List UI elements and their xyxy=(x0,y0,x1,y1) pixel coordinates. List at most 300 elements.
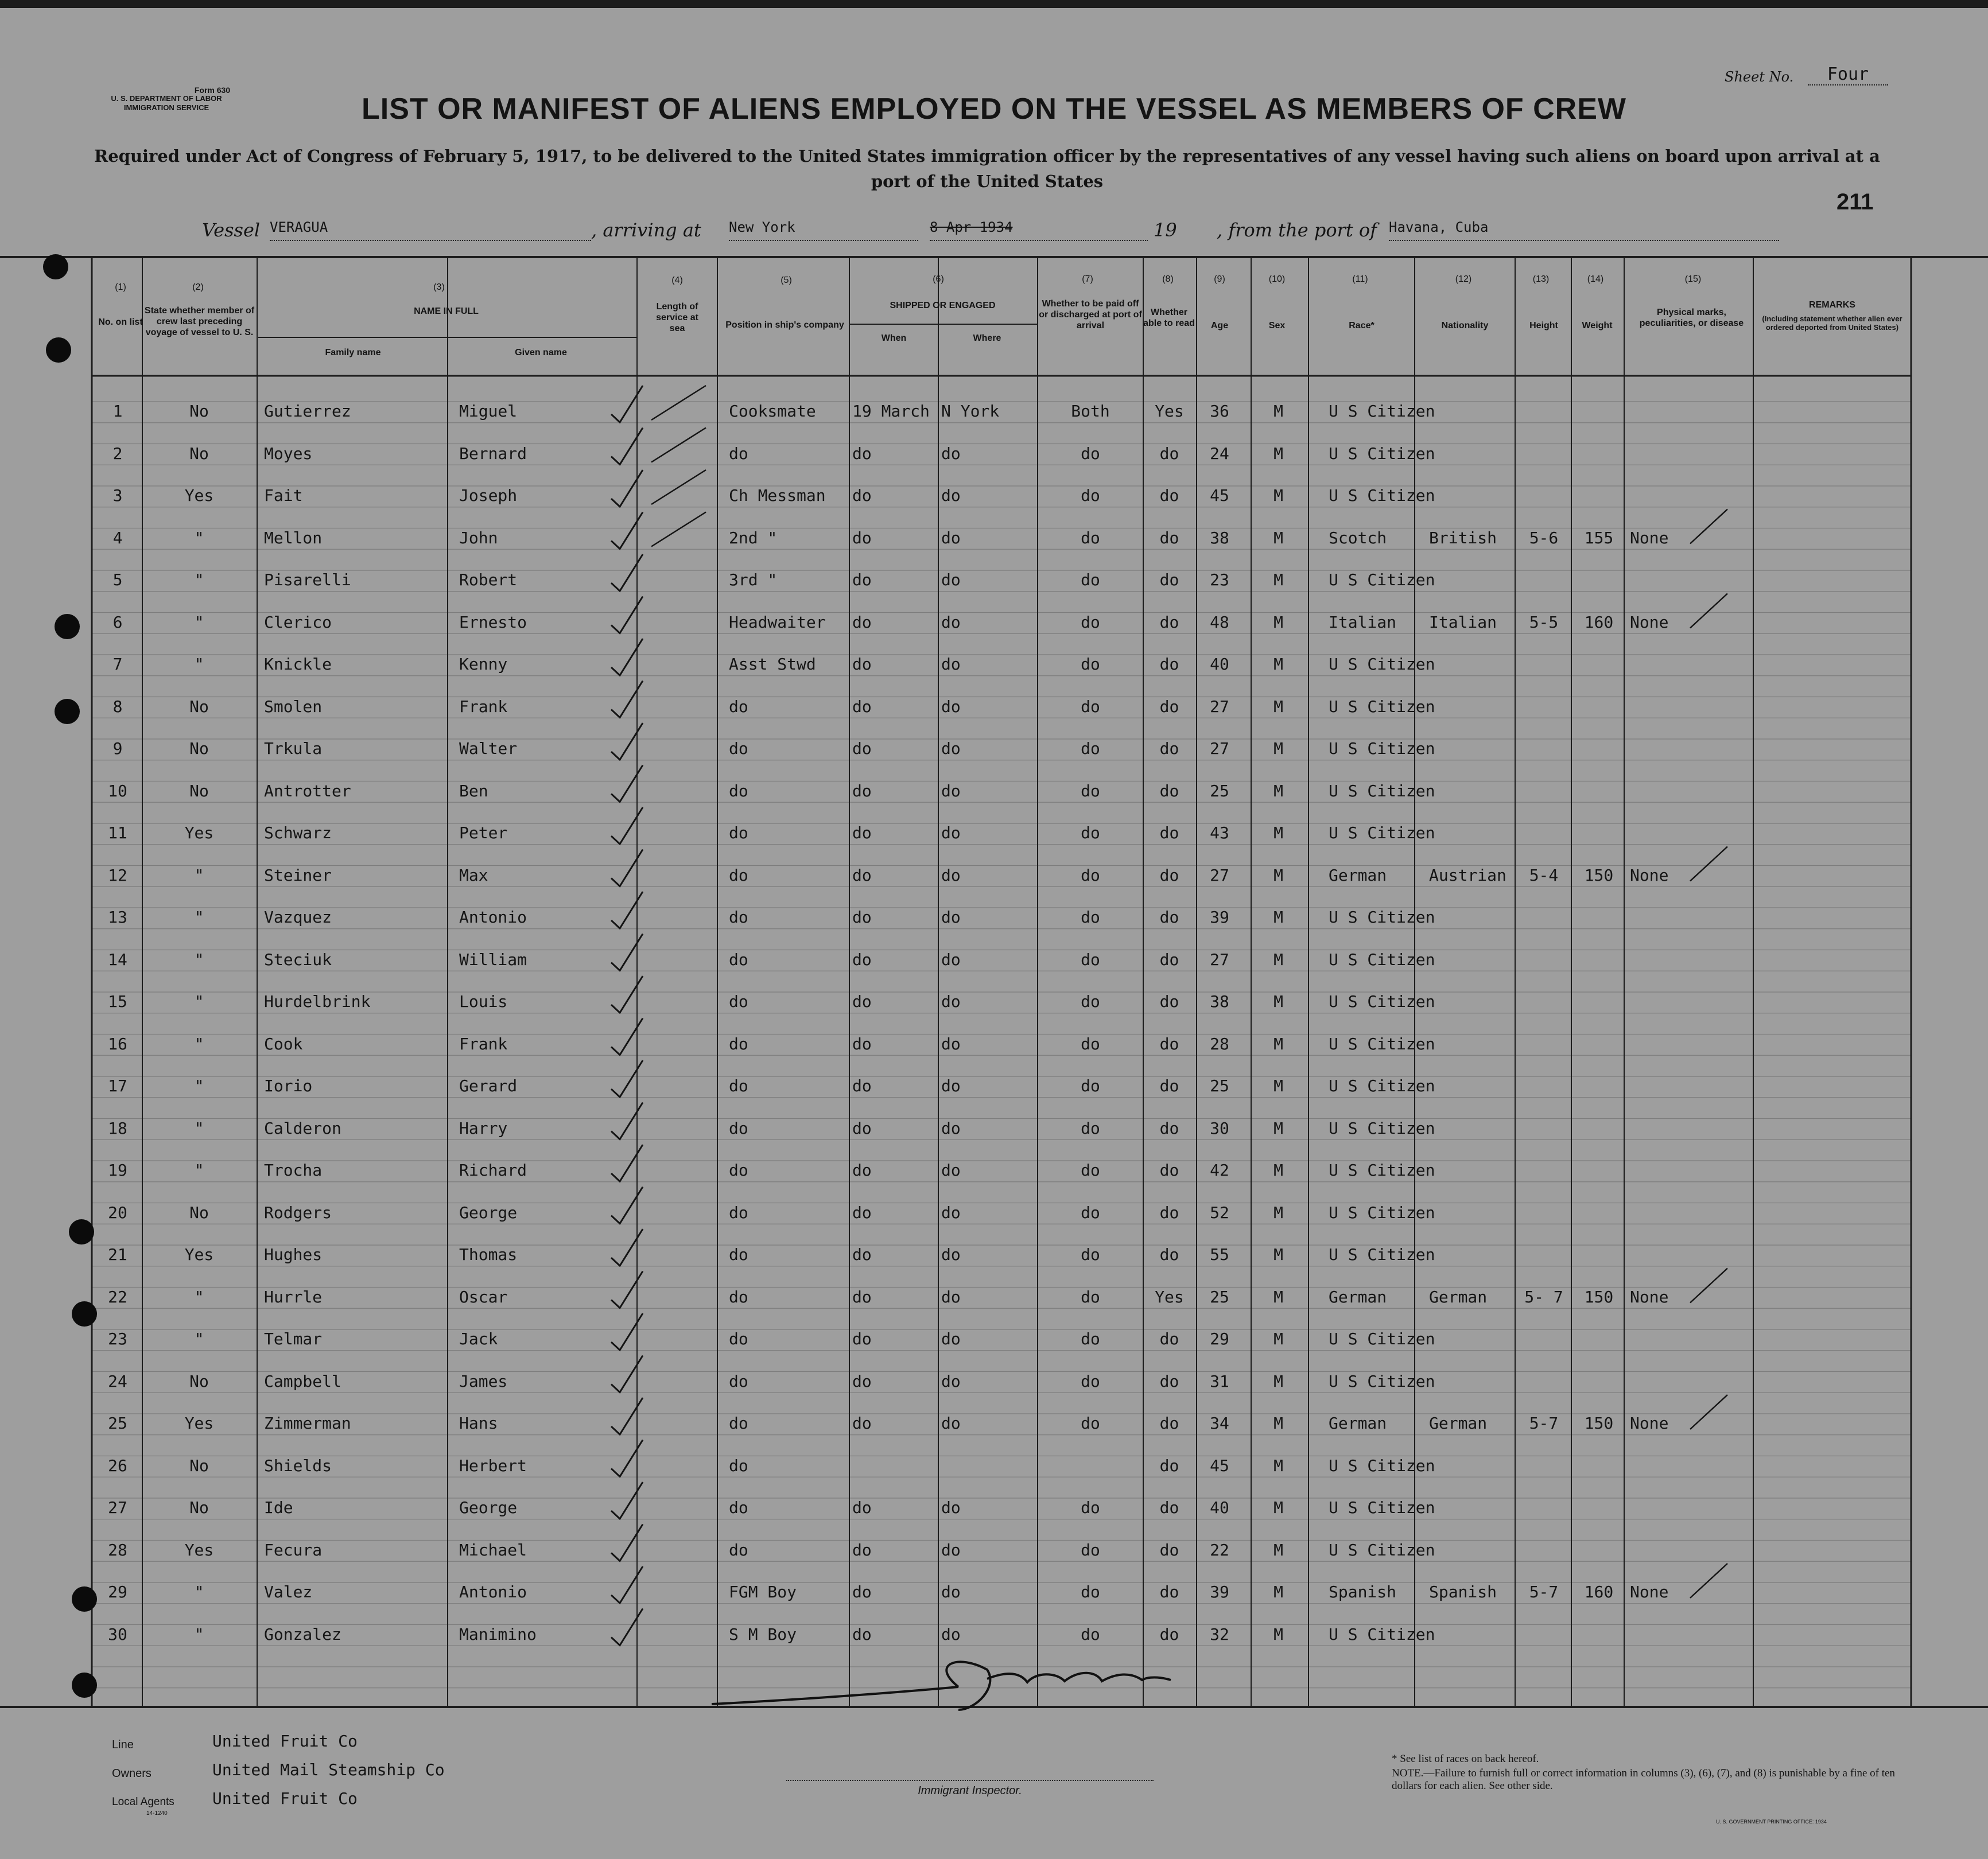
previous-voyage: No xyxy=(189,1498,209,1517)
col16-header: REMARKS xyxy=(1809,300,1855,310)
sex: M xyxy=(1273,1456,1283,1475)
sex: M xyxy=(1273,655,1283,674)
able-to-read: do xyxy=(1159,739,1179,758)
shipped-where: do xyxy=(941,992,961,1011)
previous-voyage: " xyxy=(194,612,204,632)
family-name: Hurrle xyxy=(264,1287,323,1306)
check-mark xyxy=(611,1187,643,1224)
family-name: Smolen xyxy=(264,697,323,716)
from-port: Havana, Cuba xyxy=(1389,219,1779,241)
able-to-read: do xyxy=(1159,1624,1179,1644)
row-number: 16 xyxy=(108,1034,127,1053)
given-name: William xyxy=(459,950,527,969)
shipped-where: do xyxy=(941,444,961,463)
family-name: Steiner xyxy=(264,865,332,885)
race: U S Citizen xyxy=(1329,1245,1435,1264)
family-name: Pisarelli xyxy=(264,570,351,589)
previous-voyage: " xyxy=(194,950,204,969)
check-mark xyxy=(611,681,643,718)
age: 39 xyxy=(1210,1582,1229,1601)
col6-number: (6) xyxy=(933,274,944,284)
given-name: Michael xyxy=(459,1540,527,1559)
position: S M Boy xyxy=(729,1624,797,1644)
paid-off: do xyxy=(1081,1329,1100,1348)
family-name: Moyes xyxy=(264,444,313,463)
race: U S Citizen xyxy=(1329,823,1435,842)
height: 5-6 xyxy=(1529,528,1559,547)
shipped-where: do xyxy=(941,1540,961,1559)
shipped-where: do xyxy=(941,1371,961,1391)
able-to-read: do xyxy=(1159,908,1179,927)
given-name: Thomas xyxy=(459,1245,518,1264)
age: 40 xyxy=(1210,1498,1229,1517)
given-name: John xyxy=(459,528,498,547)
agents-label: Local Agents xyxy=(112,1796,174,1808)
able-to-read: do xyxy=(1159,1498,1179,1517)
position: do xyxy=(729,1118,748,1138)
position: do xyxy=(729,908,748,927)
sex: M xyxy=(1273,865,1283,885)
nationality: Italian xyxy=(1429,612,1497,632)
col3-number: (3) xyxy=(433,282,445,292)
family-name: Trocha xyxy=(264,1161,323,1180)
family-name: Zimmerman xyxy=(264,1414,351,1433)
check-mark xyxy=(611,1609,643,1646)
family-name: Knickle xyxy=(264,655,332,674)
able-to-read: do xyxy=(1159,865,1179,885)
able-to-read: do xyxy=(1159,1540,1179,1559)
shipped-when: do xyxy=(852,1624,872,1644)
row-number: 23 xyxy=(108,1329,127,1348)
race: U S Citizen xyxy=(1329,739,1435,758)
arrival-date: 8 Apr 1934 xyxy=(930,219,1148,241)
position: do xyxy=(729,1245,748,1264)
position: do xyxy=(729,1498,748,1517)
able-to-read: do xyxy=(1159,1118,1179,1138)
race: U S Citizen xyxy=(1329,1456,1435,1475)
race: U S Citizen xyxy=(1329,486,1435,505)
form-number: Form 630 xyxy=(194,85,231,95)
position: do xyxy=(729,1076,748,1095)
check-mark xyxy=(611,470,643,507)
previous-voyage: " xyxy=(194,865,204,885)
paid-off: do xyxy=(1081,950,1100,969)
position: Headwaiter xyxy=(729,612,826,632)
position: do xyxy=(729,1287,748,1306)
sex: M xyxy=(1273,739,1283,758)
sheet-value: Four xyxy=(1808,64,1888,85)
check-mark xyxy=(611,1482,643,1519)
shipped-when: do xyxy=(852,697,872,716)
row-number: 19 xyxy=(108,1161,127,1180)
col3-family-header: Family name xyxy=(325,348,381,357)
previous-voyage: " xyxy=(194,655,204,674)
shipped-when: do xyxy=(852,444,872,463)
punch-hole xyxy=(55,614,80,639)
able-to-read: do xyxy=(1159,1245,1179,1264)
check-mark xyxy=(611,554,643,591)
row-number: 15 xyxy=(108,992,127,1011)
age: 27 xyxy=(1210,865,1229,885)
given-name: Max xyxy=(459,865,488,885)
check-mark xyxy=(611,1398,643,1434)
sex: M xyxy=(1273,570,1283,589)
paid-off: do xyxy=(1081,1287,1100,1306)
row-number: 29 xyxy=(108,1582,127,1601)
position: 3rd " xyxy=(729,570,778,589)
family-name: Vazquez xyxy=(264,908,332,927)
col3-given-header: Given name xyxy=(515,348,567,357)
race: U S Citizen xyxy=(1329,1203,1435,1222)
sex: M xyxy=(1273,1118,1283,1138)
shipped-when: do xyxy=(852,865,872,885)
sex: M xyxy=(1273,697,1283,716)
previous-voyage: Yes xyxy=(184,1540,214,1559)
race: U S Citizen xyxy=(1329,992,1435,1011)
sex: M xyxy=(1273,908,1283,927)
previous-voyage: " xyxy=(194,1329,204,1348)
punch-hole xyxy=(43,254,68,279)
sex: M xyxy=(1273,1498,1283,1517)
given-name: James xyxy=(459,1371,508,1391)
given-name: Frank xyxy=(459,1034,508,1053)
age: 25 xyxy=(1210,781,1229,800)
able-to-read: Yes xyxy=(1155,402,1184,421)
sex: M xyxy=(1273,486,1283,505)
given-name: Jack xyxy=(459,1329,498,1348)
previous-voyage: No xyxy=(189,697,209,716)
shipped-when: do xyxy=(852,528,872,547)
family-name: Gutierrez xyxy=(264,402,351,421)
from-label: , from the port of xyxy=(1217,219,1377,241)
col3-header: NAME IN FULL xyxy=(414,306,479,316)
age: 34 xyxy=(1210,1414,1229,1433)
shipped-when: do xyxy=(852,1371,872,1391)
age: 25 xyxy=(1210,1076,1229,1095)
check-mark xyxy=(611,1060,643,1097)
row-number: 6 xyxy=(112,612,123,632)
race: U S Citizen xyxy=(1329,1161,1435,1180)
shipped-where: do xyxy=(941,1034,961,1053)
page-title: LIST OR MANIFEST OF ALIENS EMPLOYED ON THE VESSEL AS MEMBERS OF CREW xyxy=(362,92,1626,126)
shipped-where: do xyxy=(941,908,961,927)
nationality: British xyxy=(1429,528,1497,547)
sex: M xyxy=(1273,402,1283,421)
col13-number: (13) xyxy=(1532,274,1550,284)
paid-off: do xyxy=(1081,655,1100,674)
shipped-when: 19 March xyxy=(852,402,930,421)
check-mark xyxy=(611,1313,643,1350)
row-number: 18 xyxy=(108,1118,127,1138)
given-name: Manimino xyxy=(459,1624,537,1644)
check-mark xyxy=(611,976,643,1013)
shipped-when: do xyxy=(852,908,872,927)
previous-voyage: No xyxy=(189,402,209,421)
age: 45 xyxy=(1210,486,1229,505)
given-name: Hans xyxy=(459,1414,498,1433)
previous-voyage: Yes xyxy=(184,1245,214,1264)
able-to-read: do xyxy=(1159,1329,1179,1348)
race: Spanish xyxy=(1329,1582,1397,1601)
given-name: Antonio xyxy=(459,908,527,927)
sex: M xyxy=(1273,1371,1283,1391)
shipped-when: do xyxy=(852,1498,872,1517)
shipped-where: do xyxy=(941,1287,961,1306)
col7-header: Whether to be paid off or discharged at port of arrival xyxy=(1039,299,1142,330)
position: do xyxy=(729,739,748,758)
position: do xyxy=(729,1371,748,1391)
line-value: United Fruit Co xyxy=(212,1732,358,1751)
previous-voyage: " xyxy=(194,1076,204,1095)
check-mark xyxy=(611,512,643,549)
remarks-tick xyxy=(1690,1395,1727,1429)
paid-off: do xyxy=(1081,865,1100,885)
family-name: Telmar xyxy=(264,1329,323,1348)
family-name: Shields xyxy=(264,1456,332,1475)
row-number: 22 xyxy=(108,1287,127,1306)
position: do xyxy=(729,823,748,842)
sex: M xyxy=(1273,1161,1283,1180)
age: 30 xyxy=(1210,1118,1229,1138)
sheet-label: Sheet No. xyxy=(1725,69,1794,85)
sex: M xyxy=(1273,1329,1283,1348)
previous-voyage: No xyxy=(189,1203,209,1222)
position: Asst Stwd xyxy=(729,655,816,674)
race: German xyxy=(1329,1414,1387,1433)
row-number: 1 xyxy=(112,402,123,421)
shipped-where: do xyxy=(941,1203,961,1222)
col5-header: Position in ship's company xyxy=(725,320,844,330)
family-name: Gonzalez xyxy=(264,1624,341,1644)
row-number: 14 xyxy=(108,950,127,969)
given-name: Miguel xyxy=(459,402,518,421)
able-to-read: do xyxy=(1159,570,1179,589)
previous-voyage: " xyxy=(194,1034,204,1053)
shipped-when: do xyxy=(852,823,872,842)
service-tick xyxy=(651,428,706,462)
given-name: Gerard xyxy=(459,1076,518,1095)
physical-marks: None xyxy=(1630,1582,1669,1601)
family-name: Fecura xyxy=(264,1540,323,1559)
position: 2nd " xyxy=(729,528,778,547)
age: 22 xyxy=(1210,1540,1229,1559)
weight: 150 xyxy=(1584,1414,1614,1433)
previous-voyage: Yes xyxy=(184,1414,214,1433)
shipped-where: N York xyxy=(941,402,1000,421)
able-to-read: do xyxy=(1159,950,1179,969)
col8-header: Whether able to read xyxy=(1143,308,1195,328)
form-code: 14-1240 xyxy=(146,1810,168,1817)
shipped-where: do xyxy=(941,1329,961,1348)
paid-off: do xyxy=(1081,697,1100,716)
sex: M xyxy=(1273,528,1283,547)
paid-off: do xyxy=(1081,781,1100,800)
agents-value: United Fruit Co xyxy=(212,1789,358,1808)
col16-subheader: (Including statement whether alien ever ordered deported from United States) xyxy=(1762,314,1902,332)
able-to-read: do xyxy=(1159,1371,1179,1391)
able-to-read: do xyxy=(1159,612,1179,632)
race-note: * See list of races on back hereof. xyxy=(1392,1753,1539,1765)
paid-off: do xyxy=(1081,570,1100,589)
previous-voyage: " xyxy=(194,570,204,589)
shipped-where: do xyxy=(941,1076,961,1095)
shipped-where: do xyxy=(941,781,961,800)
service: IMMIGRATION SERVICE xyxy=(123,103,209,112)
year-label: 19 xyxy=(1154,219,1177,241)
race: U S Citizen xyxy=(1329,781,1435,800)
sex: M xyxy=(1273,1624,1283,1644)
sheet-number: 211 xyxy=(1836,189,1874,215)
sex: M xyxy=(1273,1287,1283,1306)
age: 25 xyxy=(1210,1287,1229,1306)
sex: M xyxy=(1273,1245,1283,1264)
given-name: Herbert xyxy=(459,1456,527,1475)
family-name: Steciuk xyxy=(264,950,332,969)
punch-hole xyxy=(46,337,71,363)
family-name: Valez xyxy=(264,1582,313,1601)
able-to-read: do xyxy=(1159,1582,1179,1601)
physical-marks: None xyxy=(1630,528,1669,547)
race: German xyxy=(1329,1287,1387,1306)
check-mark xyxy=(611,807,643,844)
col4-number: (4) xyxy=(671,275,683,285)
previous-voyage: " xyxy=(194,1582,204,1601)
shipped-when: do xyxy=(852,739,872,758)
col6-when-header: When xyxy=(881,333,907,343)
given-name: Walter xyxy=(459,739,518,758)
col5-number: (5) xyxy=(781,275,792,285)
nationality: Spanish xyxy=(1429,1582,1497,1601)
position: do xyxy=(729,444,748,463)
paid-off: do xyxy=(1081,739,1100,758)
paid-off: Both xyxy=(1071,402,1110,421)
paid-off: do xyxy=(1081,1076,1100,1095)
height: 5-7 xyxy=(1529,1414,1559,1433)
shipped-when: do xyxy=(852,1582,872,1601)
check-mark xyxy=(611,1566,643,1603)
previous-voyage: " xyxy=(194,1161,204,1180)
race: U S Citizen xyxy=(1329,1076,1435,1095)
age: 23 xyxy=(1210,570,1229,589)
age: 43 xyxy=(1210,823,1229,842)
age: 28 xyxy=(1210,1034,1229,1053)
position: do xyxy=(729,781,748,800)
paid-off: do xyxy=(1081,1245,1100,1264)
row-number: 9 xyxy=(112,739,123,758)
check-mark xyxy=(611,1229,643,1266)
age: 27 xyxy=(1210,739,1229,758)
check-mark xyxy=(611,1145,643,1181)
paid-off: do xyxy=(1081,1624,1100,1644)
shipped-when: do xyxy=(852,612,872,632)
paid-off: do xyxy=(1081,1371,1100,1391)
able-to-read: do xyxy=(1159,1414,1179,1433)
able-to-read: do xyxy=(1159,823,1179,842)
given-name: George xyxy=(459,1498,518,1517)
col6-header: SHIPPED OR ENGAGED xyxy=(890,301,996,310)
shipped-when: do xyxy=(852,1118,872,1138)
physical-marks: None xyxy=(1630,1287,1669,1306)
paid-off: do xyxy=(1081,1540,1100,1559)
position: do xyxy=(729,865,748,885)
weight: 155 xyxy=(1584,528,1614,547)
able-to-read: do xyxy=(1159,781,1179,800)
position: do xyxy=(729,1540,748,1559)
col4-header: Length of service at sea xyxy=(656,302,698,333)
sex: M xyxy=(1273,992,1283,1011)
able-to-read: do xyxy=(1159,486,1179,505)
col8-number: (8) xyxy=(1162,274,1174,284)
owners-label: Owners xyxy=(112,1767,152,1780)
shipped-where: do xyxy=(941,1414,961,1433)
shipped-where: do xyxy=(941,612,961,632)
shipped-when: do xyxy=(852,950,872,969)
row-number: 26 xyxy=(108,1456,127,1475)
shipped-where: do xyxy=(941,823,961,842)
inspector-label: Immigrant Inspector. xyxy=(918,1784,1022,1797)
row-number: 21 xyxy=(108,1245,127,1264)
race: U S Citizen xyxy=(1329,950,1435,969)
physical-marks: None xyxy=(1630,1414,1669,1433)
line-label: Line xyxy=(112,1739,134,1751)
previous-voyage: " xyxy=(194,992,204,1011)
service-tick xyxy=(651,386,706,420)
shipped-when: do xyxy=(852,781,872,800)
row-number: 30 xyxy=(108,1624,127,1644)
previous-voyage: No xyxy=(189,781,209,800)
race: U S Citizen xyxy=(1329,1624,1435,1644)
age: 27 xyxy=(1210,950,1229,969)
col13-header: Height xyxy=(1529,321,1558,330)
check-mark xyxy=(611,428,643,465)
position: do xyxy=(729,950,748,969)
shipped-when: do xyxy=(852,1203,872,1222)
shipped-when: do xyxy=(852,570,872,589)
able-to-read: do xyxy=(1159,655,1179,674)
col10-number: (10) xyxy=(1268,274,1286,284)
shipped-where: do xyxy=(941,1161,961,1180)
given-name: Joseph xyxy=(459,486,518,505)
shipped-where: do xyxy=(941,1498,961,1517)
family-name: Clerico xyxy=(264,612,332,632)
shipped-where: do xyxy=(941,739,961,758)
paid-off: do xyxy=(1081,1161,1100,1180)
shipped-where: do xyxy=(941,570,961,589)
age: 45 xyxy=(1210,1456,1229,1475)
shipped-when: do xyxy=(852,486,872,505)
able-to-read: do xyxy=(1159,1034,1179,1053)
col6-where-header: Where xyxy=(973,333,1001,343)
row-number: 13 xyxy=(108,908,127,927)
family-name: Schwarz xyxy=(264,823,332,842)
row-number: 27 xyxy=(108,1498,127,1517)
remarks-tick xyxy=(1690,510,1727,544)
sex: M xyxy=(1273,1076,1283,1095)
sex: M xyxy=(1273,1203,1283,1222)
col2-header: State whether member of crew last preceding voyage of vessel to U. S. xyxy=(144,306,255,337)
able-to-read: do xyxy=(1159,444,1179,463)
col1-header: No. on list xyxy=(98,317,143,327)
row-number: 11 xyxy=(108,823,127,842)
col14-header: Weight xyxy=(1582,321,1613,330)
check-mark xyxy=(611,765,643,802)
owners-value: United Mail Steamship Co xyxy=(212,1760,445,1779)
sex: M xyxy=(1273,612,1283,632)
family-name: Hughes xyxy=(264,1245,323,1264)
race: U S Citizen xyxy=(1329,444,1435,463)
shipped-where: do xyxy=(941,1245,961,1264)
age: 52 xyxy=(1210,1203,1229,1222)
